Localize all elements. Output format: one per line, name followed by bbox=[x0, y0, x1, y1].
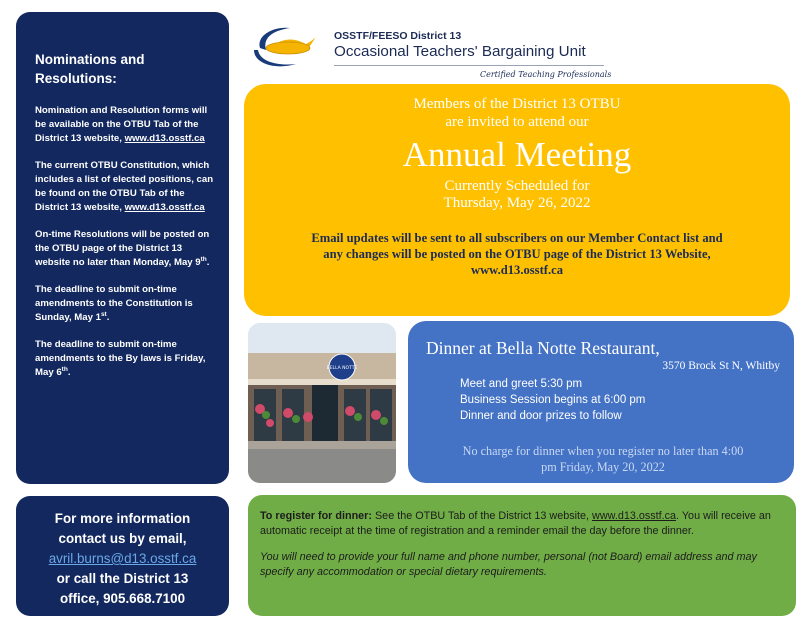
register-panel bbox=[248, 495, 796, 616]
restaurant-photo bbox=[248, 323, 396, 483]
website-link[interactable]: www.d13.osstf.ca bbox=[470, 263, 563, 277]
lamp-logo-icon bbox=[250, 20, 318, 70]
schedule-item: Business Session begins at 6:00 pm bbox=[460, 394, 646, 406]
nominations-heading: Nominations and Resolutions: bbox=[35, 52, 145, 86]
contact-panel: For more information contact us by email, avril.burns@d13.osstf.ca or call the District 13 office, 905.668.7100 bbox=[16, 496, 229, 616]
schedule-item: Meet and greet 5:30 pm bbox=[460, 378, 583, 390]
resolutions-paragraph: On-time Resolutions will be posted on the OTBU page of the District 13 website no later than Monday, May 9th. bbox=[35, 229, 210, 268]
register-instructions: To register for dinner: See the OTBU Tab of the District 13 website, www.d13.osstf.ca. You will receive an automatic receipt at the time of registration and a reminder email the day before the dinner. bbox=[260, 510, 771, 537]
org-name: OSSTF/FEESO District 13 bbox=[334, 30, 462, 42]
register-label: To register for dinner: bbox=[260, 510, 372, 522]
dinner-title: Dinner at Bella Notte Restaurant, bbox=[426, 338, 660, 358]
constitution-deadline-paragraph: The deadline to submit on-time amendments to the Constitution is Sunday, May 1st. bbox=[35, 284, 193, 323]
schedule-item: Dinner and door prizes to follow bbox=[460, 410, 622, 422]
email-updates-note: Email updates will be sent to all subscribers on our Member Contact list and any changes will be posted on the OTBU page of the District 13 Website, www.d13.osstf.ca bbox=[244, 230, 790, 278]
header-rule bbox=[334, 65, 604, 66]
restaurant-address: 3570 Brock St N, Whitby bbox=[662, 360, 780, 372]
dinner-panel bbox=[408, 321, 794, 483]
email-link[interactable]: avril.burns@d13.osstf.ca bbox=[48, 551, 197, 566]
website-link[interactable]: www.d13.osstf.ca bbox=[592, 510, 677, 522]
dinner-schedule bbox=[460, 376, 645, 424]
constitution-paragraph: The current OTBU Constitution, which includes a list of elected positions, can be found on the OTBU Tab of the District 13 website, www.d13.osstf.ca bbox=[35, 160, 214, 213]
annual-meeting-title: Annual Meeting bbox=[402, 135, 632, 174]
tagline: Certified Teaching Professionals bbox=[480, 70, 612, 79]
unit-name: Occasional Teachers' Bargaining Unit bbox=[334, 43, 586, 60]
annual-meeting-panel: Members of the District 13 OTBU are invited to attend our Annual Meeting Currently Scheduled for Thursday, May 26, 2022 Email updates will be sent to all subscribers on our Member Contact list and any changes will be posted on the OTBU page of the District 13 Website, www.d13.osstf.ca bbox=[244, 84, 790, 316]
bylaws-deadline-paragraph: The deadline to submit on-time amendments to the By laws is Friday, May 6th. bbox=[35, 339, 206, 378]
restaurant-sign-text: BELLA NOTTE bbox=[326, 366, 358, 371]
website-link[interactable]: www.d13.osstf.ca bbox=[124, 202, 205, 213]
nomination-forms-paragraph: Nomination and Resolution forms will be available on the OTBU Tab of the District 13 website, www.d13.osstf.ca bbox=[35, 105, 208, 144]
header bbox=[246, 14, 616, 84]
meeting-date: Thursday, May 26, 2022 bbox=[443, 195, 591, 211]
website-link[interactable]: www.d13.osstf.ca bbox=[124, 133, 205, 144]
nominations-panel bbox=[16, 12, 229, 484]
free-dinner-note: No charge for dinner when you register no later than 4:00 pm Friday, May 20, 2022 bbox=[462, 444, 744, 474]
register-requirements: You will need to provide your full name and phone number, personal (not Board) email address and may specify any accommodation or special dietary requirements. bbox=[260, 551, 757, 578]
